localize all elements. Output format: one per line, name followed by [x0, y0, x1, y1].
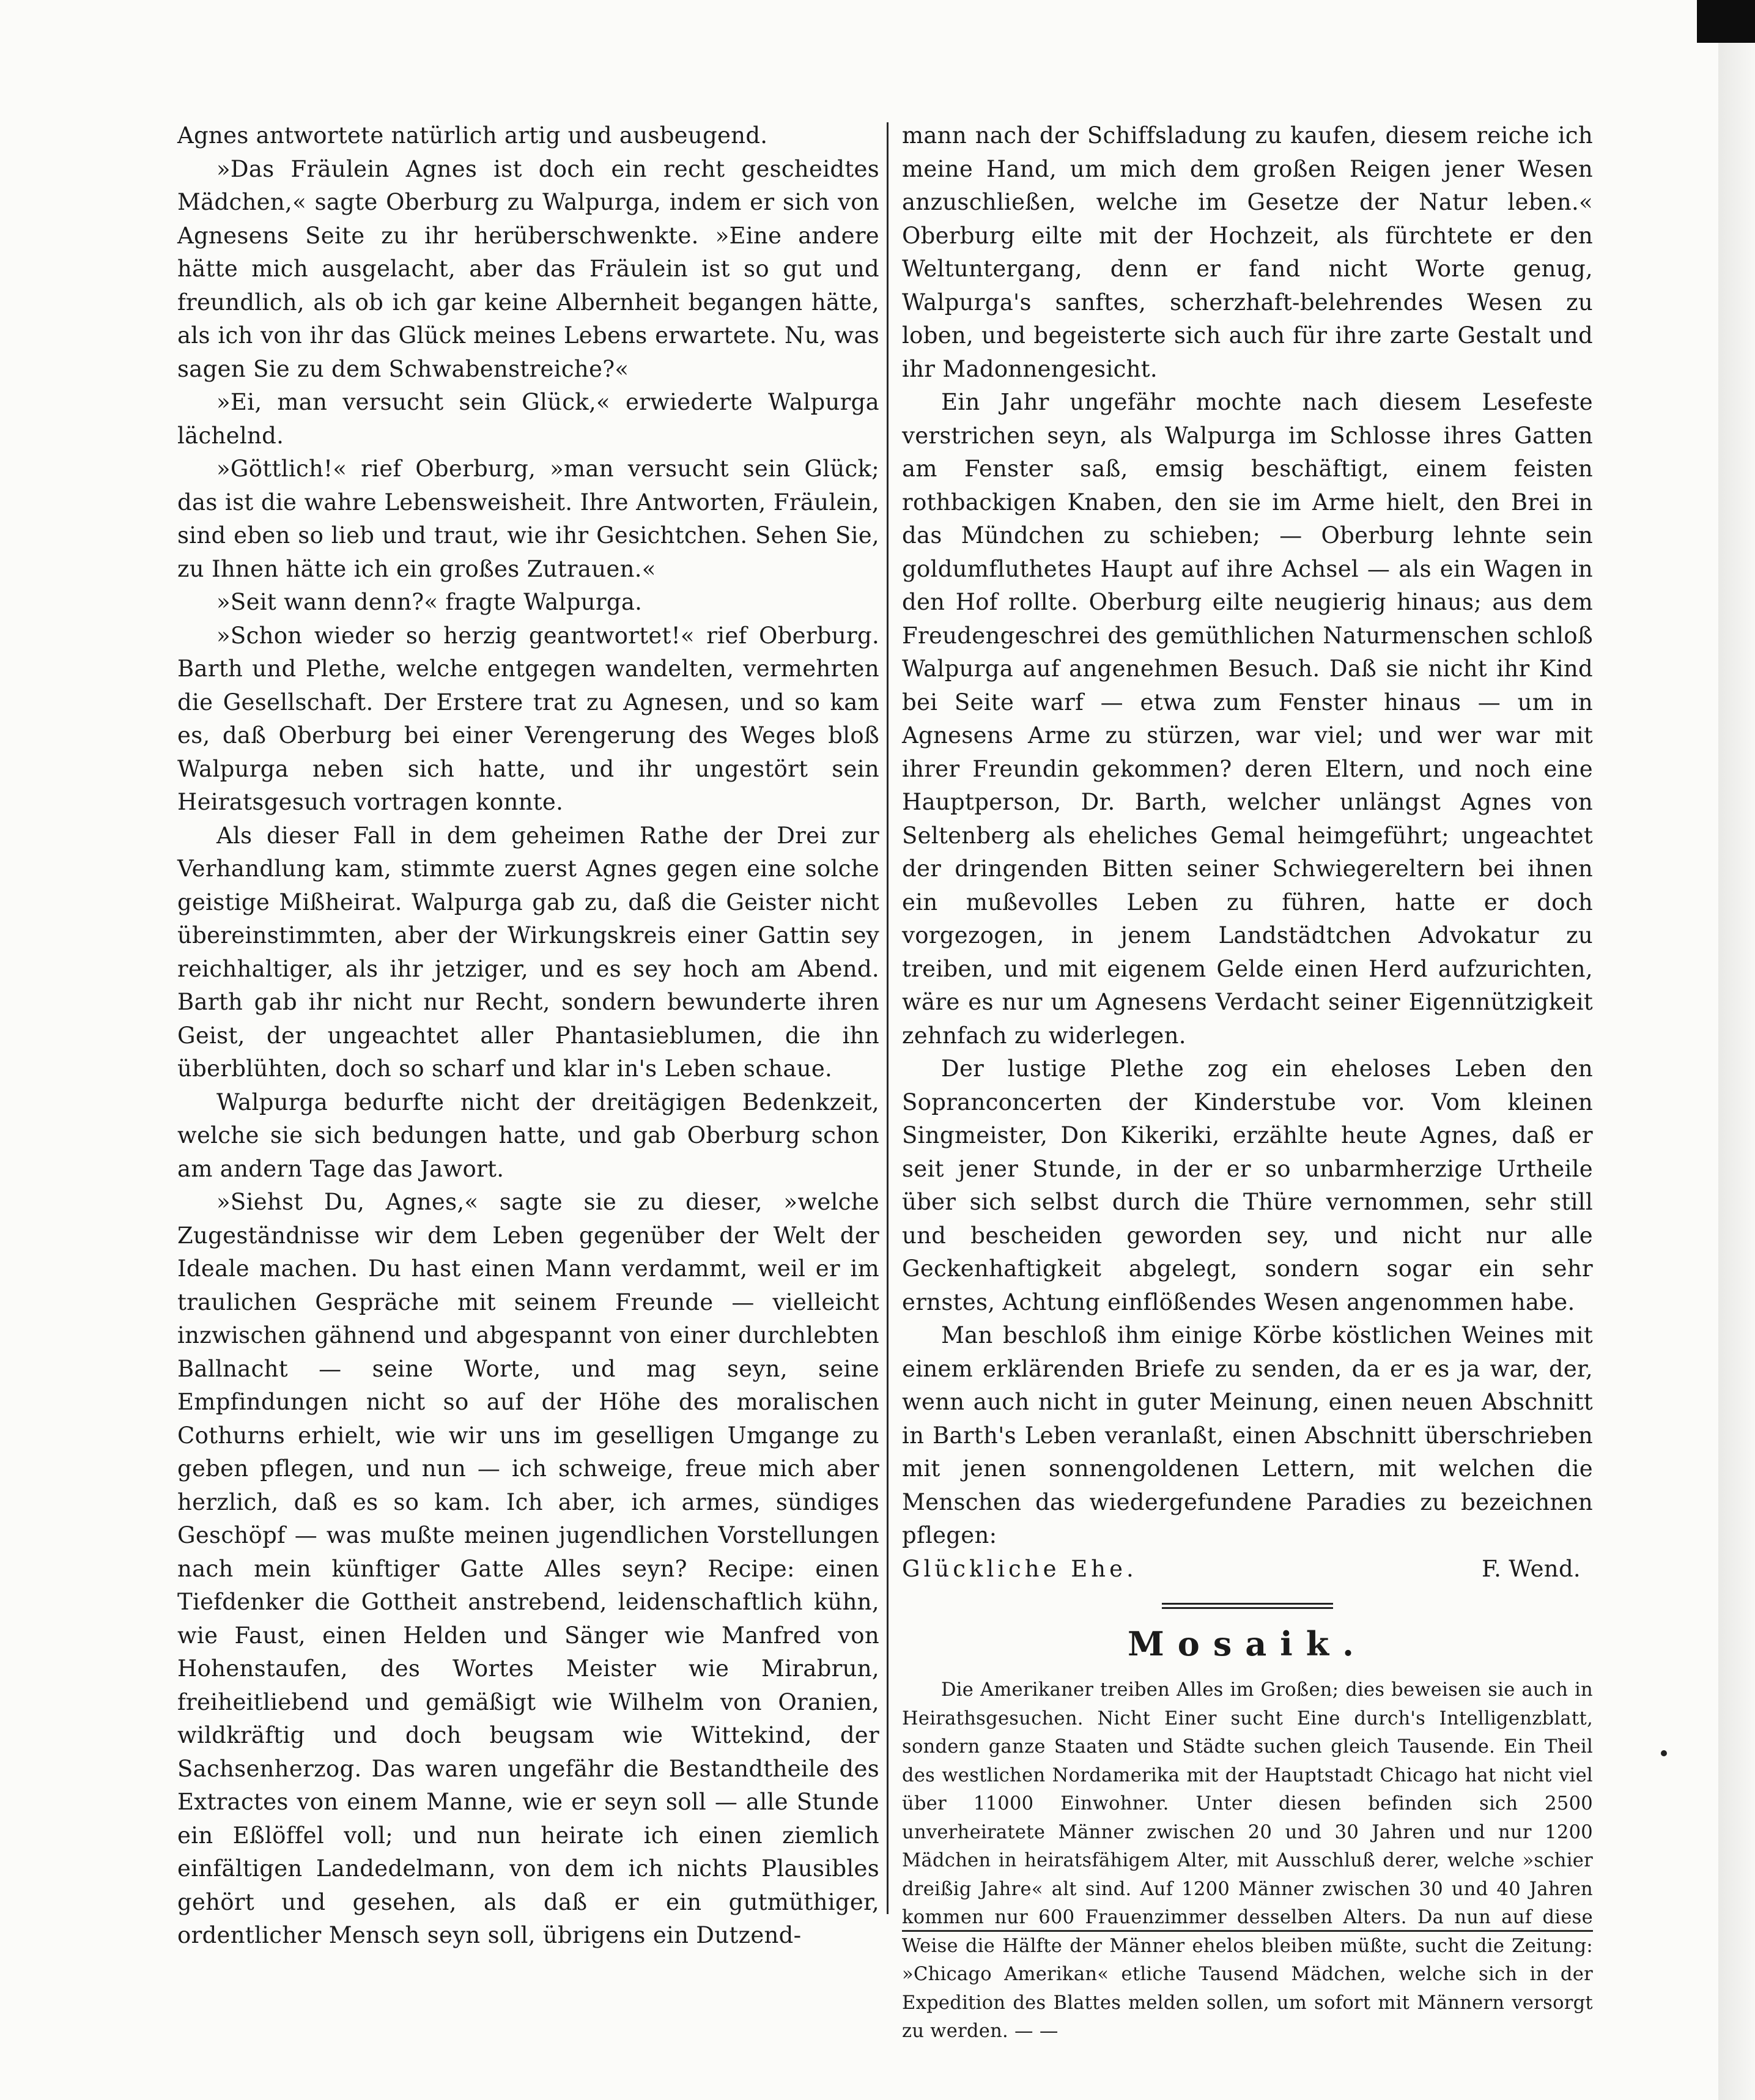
paragraph: »Ei, man versucht sein Glück,« erwiederte Walpurga lächelnd. [177, 389, 879, 449]
paragraph: »Das Fräulein Agnes ist doch ein recht gescheidtes Mädchen,« sagte Oberburg zu Walpurga, indem er sich von Agnesens Seite zu ihr herüberschwenkte. »Eine andere hätte mich ausgelacht, aber das Fräulein ist so gut und freundlich, als ob ich gar keine Albernheit begangen hätte, als ich von ihr das Glück meines Lebens erwartete. Nu, was sagen Sie zu dem Schwabenstreiche?« [177, 155, 879, 382]
paragraph: Man beschloß ihm einige Körbe köstlichen Weines mit einem erklärenden Briefe zu senden, da er es ja war, der, wenn auch nicht in guter Meinung, einen neuen Abschnitt in Barth's Leben veranlaßt, einen Abschnitt überschrieben mit jenen sonnengoldenen Lettern, mit welchen die Menschen das wiedergefundene Paradies zu bezeichnen pflegen: [902, 1322, 1593, 1548]
right-column [902, 119, 1593, 2046]
paragraph: mann nach der Schiffsladung zu kaufen, diesem reiche ich meine Hand, um mich dem großen Reigen jener Wesen anzuschließen, welche im Gesetze der Natur leben.« Oberburg eilte mit der Hochzeit, als fürchtete er den Weltuntergang, denn er fand nicht Worte genug, Walpurga's sanftes, scherzhaft-belehrendes Wesen zu loben, und begeisterte sich auch für ihre zarte Gestalt und ihr Madonnengesicht. [902, 122, 1593, 382]
paragraph: »Schon wieder so herzig geantwortet!« rief Oberburg. Barth und Plethe, welche entgegen wandelten, vermehrten die Gesellschaft. Der Erstere trat zu Agnesen, und so kam es, daß Oberburg bei einer Verengerung des Weges bloß Walpurga neben sich hatte, und ihr ungestört sein Heiratsgesuch vortragen konnte. [177, 622, 879, 815]
paragraph: »Göttlich!« rief Oberburg, »man versucht sein Glück; das ist die wahre Lebensweisheit. Ihre Antworten, Fräulein, sind eben so lieb und traut, wie ihr Gesichtchen. Sehen Sie, zu Ihnen hätte ich ein großes Zutrauen.« [177, 456, 879, 582]
page-edge-shadow [1718, 0, 1755, 2100]
paragraph: »Siehst Du, Agnes,« sagte sie zu dieser, »welche Zugeständnisse wir dem Leben gegenüber der Welt der Ideale machen. Du hast einen Mann verdammt, weil er im traulichen Gespräche mit seinem Freunde — vielleicht inzwischen gähnend und abgespannt von einer durchlebten Ballnacht — seine Worte, und mag seyn, seine Empfindungen nicht so auf der Höhe des moralischen Cothurns erhielt, wie wir uns im geselligen Umgange zu geben pflegen, und nun — ich schweige, freue mich aber herzlich, daß es so kam. Ich aber, ich armes, sündiges Geschöpf — was mußte meinen jugendlichen Vorstellungen nach mein künftiger Gatte Alles seyn? Recipe: einen Tiefdenker die Gottheit anstrebend, leidenschaftlich kühn, wie Faust, einen Helden und Sänger wie Manfred von Hohenstaufen, des Wortes Meister wie Mirabrun, freiheitliebend und gemäßigt wie Wilhelm von Oranien, wildkräftig und doch beugsam wie Wittekind, der Sachsenherzog. Das waren ungefähr die Bestandtheile des Extractes von einem Manne, wie er seyn soll — alle Stunde ein Eßlöffel voll; und nun heirate ich einen ziemlich einfältigen Landedelmann, von dem ich nichts Plausibles gehört und gesehen, als daß er ein gutmüthiger, ordentlicher Mensch seyn soll, übrigens ein Dutzend- [177, 1189, 879, 1948]
left-column [177, 119, 879, 1953]
section-title: Mosaik. [1128, 1624, 1367, 1663]
end-rule [902, 1930, 1593, 1932]
author-signature: F. Wend. [1481, 1555, 1581, 1582]
closing-line [902, 1553, 1593, 1586]
paragraph: Der lustige Plethe zog ein eheloses Leben den Sopranconcerten der Kinderstube vor. Vom kleinen Singmeister, Don Kikeriki, erzählte heute Agnes, daß er seit jener Stunde, in der er so unbarmherzige Urtheile über sich selbst durch die Thüre vernommen, sehr still und bescheiden geworden sey, und nicht nur alle Geckenhaftigkeit abgelegt, sondern sogar ein sehr ernstes, Achtung einflößendes Wesen angenommen habe. [902, 1056, 1593, 1315]
closing-words: Glückliche Ehe. [902, 1555, 1137, 1582]
paragraph: »Seit wann denn?« fragte Walpurga. [216, 589, 643, 615]
paragraph: Walpurga bedurfte nicht der dreitägigen Bedenkzeit, welche sie sich bedungen hatte, und gab Oberburg schon am andern Tage das Jawort. [177, 1089, 879, 1182]
scan-border-corner [1697, 0, 1755, 43]
paragraph: Agnes antwortete natürlich artig und ausbeugend. [177, 122, 768, 149]
paragraph: Ein Jahr ungefähr mochte nach diesem Lesefeste verstrichen seyn, als Walpurga im Schlosse ihres Gatten am Fenster saß, emsig beschäftigt, einem feisten rothbackigen Knaben, den sie im Arme hielt, den Brei in das Mündchen zu schieben; — Oberburg lehnte sein goldumfluthetes Haupt auf ihre Achsel — als ein Wagen in den Hof rollte. Oberburg eilte neugierig hinaus; aus dem Freudengeschrei des gemüthlichen Naturmenschen schloß Walpurga auf angenehmen Besuch. Daß sie nicht ihr Kind bei Seite warf — etwa zum Fenster hinaus — um in Agnesens Arme zu stürzen, war viel; und wer war mit ihrer Freundin gekommen? deren Eltern, und noch eine Hauptperson, Dr. Barth, welcher unlängst Agnes von Seltenberg als eheliches Gemal heimgeführt; ungeachtet der dringenden Bitten seiner Schwiegereltern bei ihnen ein mußevolles Leben zu führen, hatte er doch vorgezogen, in jenem Landstädtchen Advokatur zu treiben, und mit eigenem Gelde einen Herd aufzurichten, wäre es nur um Agnesens Verdacht seiner Eigennützigkeit zehnfach zu widerlegen. [902, 389, 1593, 1049]
section-divider [1162, 1603, 1333, 1609]
ink-speck [1661, 1750, 1667, 1756]
paragraph: Als dieser Fall in dem geheimen Rathe der Drei zur Verhandlung kam, stimmte zuerst Agnes gegen eine solche geistige Mißheirat. Walpurga gab zu, daß die Geister nicht übereinstimmten, aber der Wirkungskreis einer Gattin sey reichhaltiger, als ihr jetziger, und es sey hoch am Abend. Barth gab ihr nicht nur Recht, sondern bewunderte ihren Geist, der ungeachtet aller Phantasieblumen, die ihn überblühten, doch so scharf und klar in's Leben schaue. [177, 822, 879, 1082]
mosaik-paragraph: Die Amerikaner treiben Alles im Großen; dies beweisen sie auch in Heirathsgesuchen. Nicht Einer sucht Eine durch's Intelligenzblatt, sondern ganze Staaten und Städte suchen gleich Tausende. Ein Theil des westlichen Nordamerika mit der Hauptstadt Chicago hat nicht viel über 11000 Einwohner. Unter diesen befinden sich 2500 unverheiratete Männer zwischen 20 und 30 Jahren und nur 1200 Mädchen in heiratsfähigem Alter, mit Ausschluß derer, welche »schier dreißig Jahre« alt sind. Auf 1200 Männer zwischen 30 und 40 Jahren kommen nur 600 Frauenzimmer desselben Alters. Da nun auf diese Weise die Hälfte der Männer ehelos bleiben müßte, sucht die Zeitung: »Chicago Amerikan« etliche Tausend Mädchen, welche sich in der Expedition des Blattes melden sollen, um sofort mit Männern versorgt zu werden. — — [902, 1679, 1593, 2042]
mosaik-section [902, 1676, 1593, 2046]
column-divider [887, 122, 889, 1914]
